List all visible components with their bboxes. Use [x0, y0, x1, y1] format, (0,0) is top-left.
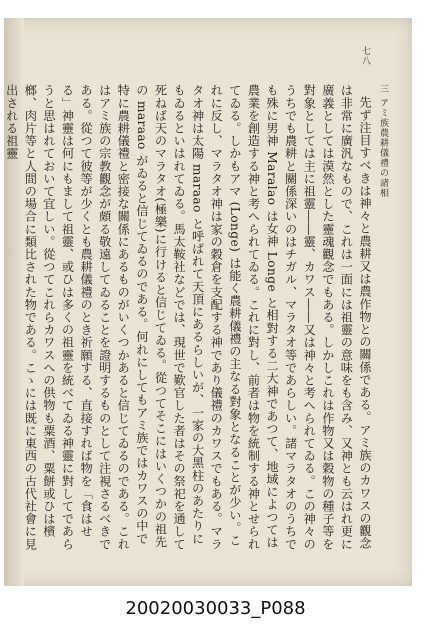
running-header: 三 アミ族農耕儀禮の諸相: [378, 84, 388, 198]
paragraph: 先ず注目すべきは神々と農耕又は農作物との關係である。アミ族のカワスの觀念は非常に廣汎なもので、これは一面には祖靈の意味をも含み、又神とも云はれ更に廣義としては漠然とした靈魂觀念でもある。しかしこれは作物又は穀物の種子等を對象としては主に祖靈――靈、カワス――又は神々と考へられてゐる。この神々のうちでも農耕と關係深いのはチガル、マラタオ等であらしい。諸マラタオのうちでも殊に男神 Maralao は女神 Longe と相對する二大神であつて、地域によつては農業を創造する神と考へられてゐる。これに對し、前者は物を統制する神とせられてゐる。しかもアマ (Longe) は能く農耕儀禮の主なる對象となることが少い。これに反し、マラタオ神は家の穀倉を支配する神であり儀禮のカワスでもある。マラタオ神は太陽 maraao と呼ばれて天頂にあるらしいが、一家の大黑柱のあたりにもゐるといはれてゐる。馬太鞍社などでは、現世で歎官した者はその祭祀を通して死ねば天のマラタオ(極樂)に行けると信じてゐる。從つてそこにはいくつかの祖先の maraao がゐると信じてゐるのである。何れにしてもアミ族ではカワスの中で特に農耕儀禮と密接な關係にあるものがいくつかあると信じてゐるのである。これはアミ族の宗教觀念が頗る敬遠してゐることを證明するものとして注視さるべきである。從つて彼等が少くとも農耕儀禮のとき祈願する、直接すれば物を「食はせる」神靈は何にもまして祖靈、或ひは多くの祖靈を統べてゐる神靈に對してであらうと思はれておいて宜しい。從つてこれらカワスへの供物も粟酒、粟餅或ひは檳榔、肉片等と人間の場合に類比された物である。こゝには既に東西の古代社會に見出される祖靈: [4, 84, 372, 551]
image-id-caption: 20020030033_P088: [125, 598, 306, 619]
body-text: [4, 84, 374, 554]
page-number: 七八: [360, 46, 370, 66]
scanned-page: [4, 18, 412, 586]
